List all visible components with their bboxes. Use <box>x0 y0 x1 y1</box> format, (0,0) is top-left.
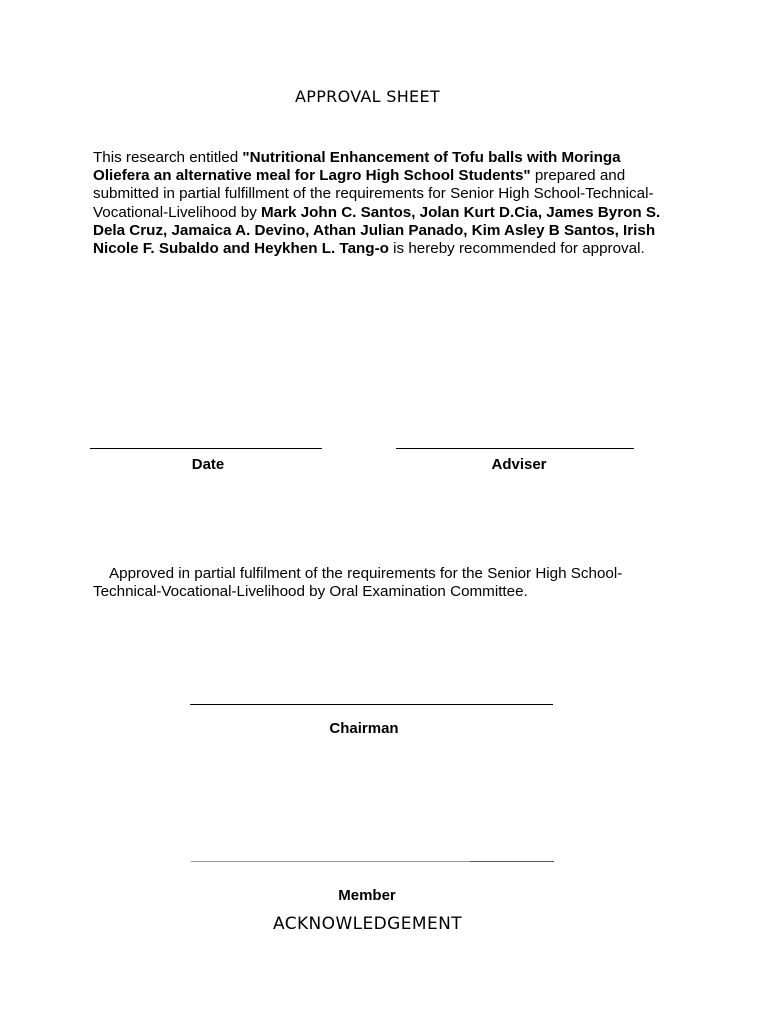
chairman-label: Chairman <box>329 720 399 737</box>
acknowledgement-heading: ACKNOWLEDGEMENT <box>273 914 462 934</box>
date-label: Date <box>191 456 225 473</box>
adviser-signature-line <box>396 448 634 449</box>
intro-text-middle: prepared and submitted in partial fulfillment of the requirements for Senior High School-Technical-Vocational-Livelihood by <box>93 167 654 221</box>
chairman-signature-line <box>190 704 553 705</box>
intro-text-start: This research entitled <box>93 149 243 166</box>
date-signature-line <box>90 448 322 449</box>
adviser-label: Adviser <box>491 456 547 473</box>
member-label: Member <box>338 887 396 904</box>
page-title: APPROVAL SHEET <box>295 87 440 106</box>
approval-text: Approved in partial fulfilment of the requirements for the Senior High School-Technical-Vocational-Livelihood by Oral Examination Committee. <box>93 565 623 601</box>
member-signature-line-segment <box>470 861 554 862</box>
research-title: "Nutritional Enhancement of Tofu balls with Moringa Oliefera an alternative meal for Lagro High School Students" <box>93 149 621 185</box>
recommendation-paragraph <box>93 149 678 258</box>
author-list: Mark John C. Santos, Jolan Kurt D.Cia, James Byron S. Dela Cruz, Jamaica A. Devino, Athan Julian Panado, Kim Asley B Santos, Irish Nicole F. Subaldo and Heykhen L. Tang-o <box>93 203 661 258</box>
intro-text-end: is hereby recommended for approval. <box>388 240 645 258</box>
approval-paragraph <box>93 565 653 601</box>
